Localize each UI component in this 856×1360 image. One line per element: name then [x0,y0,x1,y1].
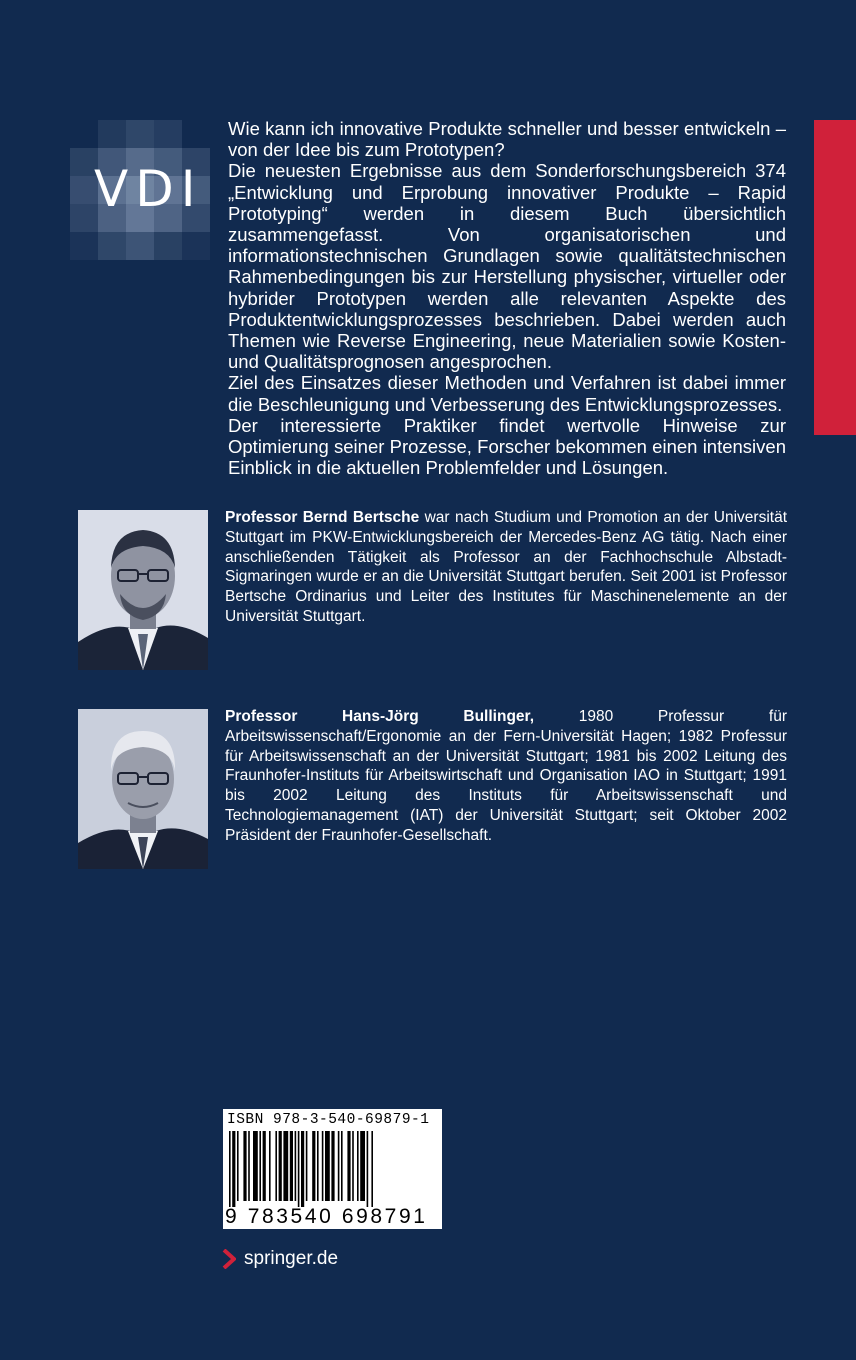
logo-tile [154,120,182,148]
barcode-bar [279,1131,282,1201]
publisher-url: springer.de [244,1248,339,1269]
vdi-logo-text: VDI [94,160,203,218]
ean-digits: 9 783540 698791 [225,1205,428,1228]
barcode-bar [229,1131,231,1207]
barcode-bar [290,1131,293,1201]
barcode-bar [325,1131,330,1201]
barcode-bar [259,1131,261,1201]
logo-tile [70,232,98,260]
isbn-barcode [223,1109,442,1229]
barcode-bar [352,1131,354,1201]
logo-tile [98,232,126,260]
author-bio-text: 1980 Professur für Arbeitswissenschaft/Ergonomie an der Fern-Universität Hagen; 1982 Professur für Arbeitswissenschaft an der Universität Stuttgart; 1981 bis 2002 Leitung des Fraunhofer-Instituts für Arbeitswirtschaft und Organisation IAO in Stuttgart; 1991 bis 2002 Leitung des Instituts für Arbeitswissenschaft und Technologiemanagement (IAT) der Universität Stuttgart; seit Oktober 2002 Präsident der Fraunhofer-Gesellschaft. [225,708,787,844]
barcode-bar [371,1131,373,1207]
book-description [228,118,786,478]
description-paragraph: Der interessierte Praktiker findet wertvolle Hinweise zur Optimierung seiner Prozesse, Forscher bekommen einen intensiven Einblick in die aktuellen Problemfelder und Lösungen. [228,414,786,479]
barcode-bar [360,1131,365,1201]
barcode-bar [338,1131,340,1201]
barcode-bar [367,1131,369,1207]
description-question: Wie kann ich innovative Produkte schneller und besser entwickeln – von der Idee bis zum Prototypen? [228,118,786,161]
isbn-number: ISBN 978-3-540-69879-1 [227,1112,430,1128]
chevron-right-icon [222,1249,236,1269]
logo-tile [98,120,126,148]
barcode-bar [269,1131,271,1201]
barcode-bars [223,1131,442,1207]
barcode-bar [263,1131,266,1201]
author-photo-bullinger [78,709,208,869]
barcode-bar [232,1131,235,1207]
barcode-bar [301,1131,304,1207]
author-bio-text: war nach Studium und Promotion an der Universität Stuttgart im PKW-Entwicklungsbereich der Mercedes-Benz AG tätig. Nach einer anschließenden Tätigkeit als Professor an der Fachhochschule Albstadt-Sigmaringen wurde er an die Universität Stuttgart berufen. Seit 2001 ist Professor Bertsche Ordinarius und Leiter des Institutes für Maschinenelemente an der Universität Stuttgart. [225,509,788,625]
vdi-logo [70,120,210,260]
logo-tile [126,120,154,148]
author-name: Professor Hans-Jörg Bullinger, [225,708,535,725]
logo-tile [182,232,210,260]
logo-tile [154,232,182,260]
red-accent-tab [814,120,856,435]
description-paragraph: Die neuesten Ergebnisse aus dem Sonderforschungsbereich 374 „Entwicklung und Erprobung innovativer Produkte – Rapid Prototyping“ werden in diesem Buch übersichtlich zusammengefasst. Von organisatorischen und informationstechnischen Grundlagen sowie qualitätstechnischen Rahmenbedingungen bis zur Herstellung physischer, virtueller oder hybrider Prototypen werden alle relevanten Aspekte des Produktentwicklungsprozesses beschrieben. Dabei werden auch Themen wie Reverse Engineering, neue Materialien sowie Kosten- und Qualitätsprognosen angesprochen. [228,160,786,373]
logo-tile [70,120,98,148]
author-portrait-image [78,510,208,670]
barcode-bar [312,1131,315,1201]
barcode-bar [317,1131,319,1201]
barcode-bar [347,1131,350,1201]
author-photo-bertsche [78,510,208,670]
barcode-bar [306,1131,308,1201]
author-bio-bullinger [225,707,787,846]
author-bio-bertsche [225,508,787,627]
logo-tile [126,232,154,260]
barcode-bar [295,1131,297,1201]
barcode-bar [243,1131,246,1201]
barcode-bar [253,1131,258,1201]
barcode-bar [357,1131,359,1201]
author-portrait-image [78,709,208,869]
barcode-bar [331,1131,334,1201]
logo-tile [182,120,210,148]
description-paragraph: Ziel des Einsatzes dieser Methoden und Verfahren ist dabei immer die Beschleunigung und Verbesserung des Entwicklungsprozesses. [228,372,786,415]
author-name: Professor Bernd Bertsche [225,509,420,526]
barcode-bar [275,1131,277,1201]
publisher-link[interactable] [222,1246,338,1272]
barcode-bar [237,1131,239,1201]
barcode-bar [248,1131,250,1201]
barcode-bar [298,1131,300,1207]
barcode-bar [322,1131,324,1201]
barcode-bar [283,1131,288,1201]
barcode-bar [341,1131,343,1201]
